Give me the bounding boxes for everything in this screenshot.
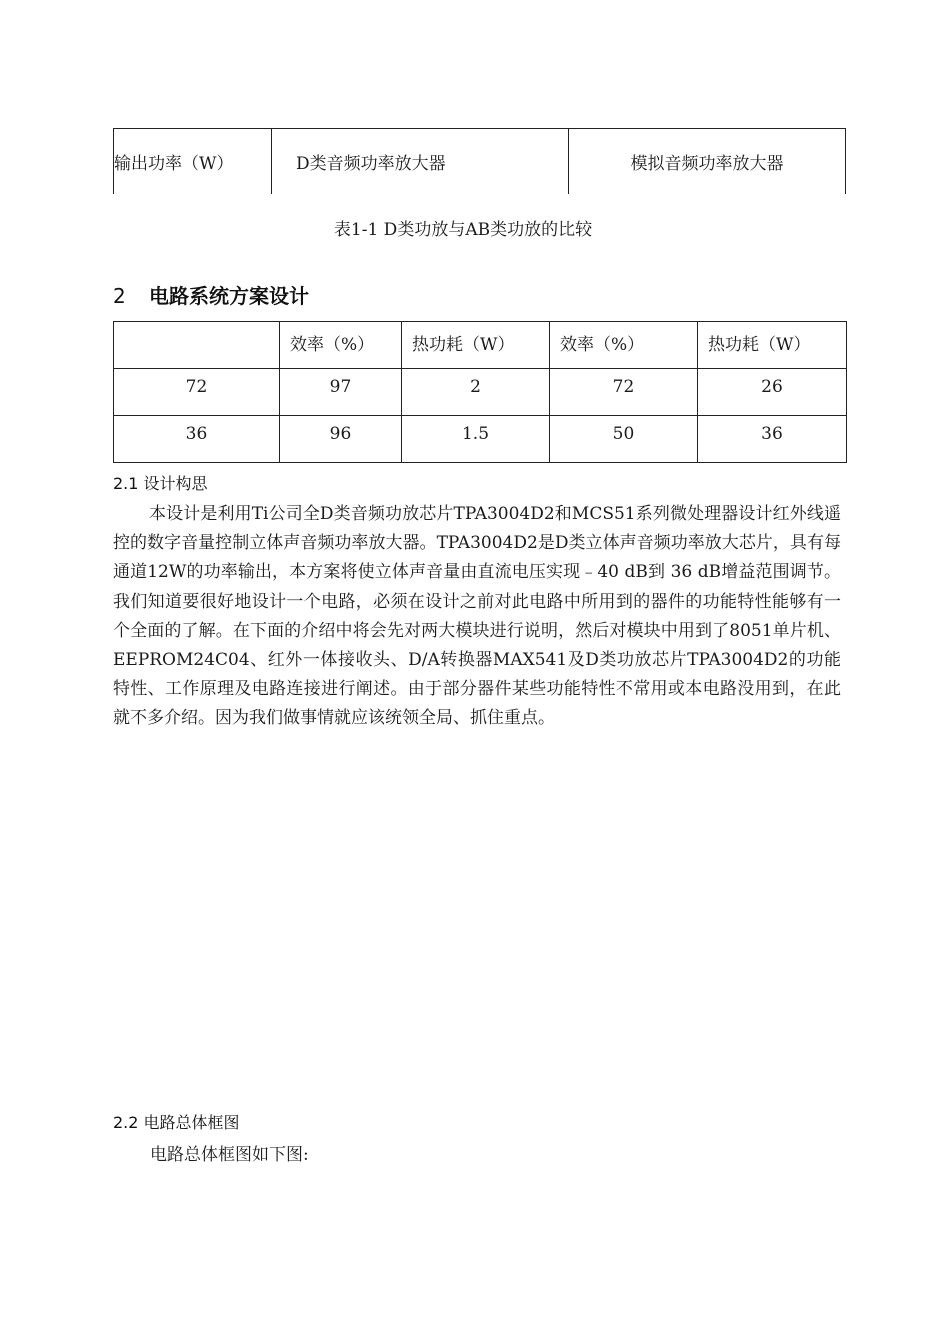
header-cell-analog: 模拟音频功率放大器 xyxy=(569,129,846,195)
table-header-row xyxy=(114,322,847,369)
table-header-cell: 效率（%） xyxy=(550,322,698,369)
table-cell: 96 xyxy=(280,416,402,463)
table-cell: 50 xyxy=(550,416,698,463)
section-number: 2 xyxy=(113,284,126,308)
table-row xyxy=(114,369,847,416)
comparison-table-header xyxy=(113,128,846,194)
table-caption: 表1-1 D类功放与AB类功放的比较 xyxy=(333,220,593,240)
design-concept-paragraph: 本设计是利用Ti公司全D类音频功放芯片TPA3004D2和MCS51系列微处理器设计红外线遥控的数字音量控制立体声音频功率放大器。TPA3004D2是D类立体声音频功率放大芯片，具有每通道12W的功率输出，本方案将使立体声音量由直流电压实现﹣40 dB到 36 dB增益范围调节。我们知道要很好地设计一个电路，必须在设计之前对此电路中所用到的器件的功能特性能够有一个全面的了解。在下面的介绍中将会先对两大模块进行说明，然后对模块中用到了8051单片机、EEPROM24C04、红外一体接收头、D/A转换器MAX541及D类功放芯片TPA3004D2的功能特性、工作原理及电路连接进行阐述。由于部分器件某些功能特性不常用或本电路没用到，在此就不多介绍。因为我们做事情就应该统领全局、抓住重点。 xyxy=(113,504,841,729)
header-cell-class-d: D类音频功率放大器 xyxy=(272,129,569,195)
header-cell-output-power: 输出功率（W） xyxy=(114,129,272,195)
table-cell: 26 xyxy=(698,369,847,416)
table-header-cell: 热功耗（W） xyxy=(698,322,847,369)
section-heading-2 xyxy=(113,280,309,309)
section-title: 电路系统方案设计 xyxy=(149,284,309,308)
efficiency-table xyxy=(113,321,847,463)
block-diagram-intro: 电路总体框图如下图: xyxy=(150,1145,309,1165)
table-cell: 36 xyxy=(698,416,847,463)
table-cell: 97 xyxy=(280,369,402,416)
table-cell: 72 xyxy=(550,369,698,416)
section-heading-2-1: 2.1 设计构思 xyxy=(113,474,208,493)
table-header-cell: 热功耗（W） xyxy=(402,322,550,369)
table-cell: 1.5 xyxy=(402,416,550,463)
table-cell: 36 xyxy=(114,416,280,463)
section-heading-2-2: 2.2 电路总体框图 xyxy=(113,1113,240,1132)
table-cell: 72 xyxy=(114,369,280,416)
table-header-cell xyxy=(114,322,280,369)
table-cell: 2 xyxy=(402,369,550,416)
table-row xyxy=(114,416,847,463)
table-header-cell: 效率（%） xyxy=(280,322,402,369)
